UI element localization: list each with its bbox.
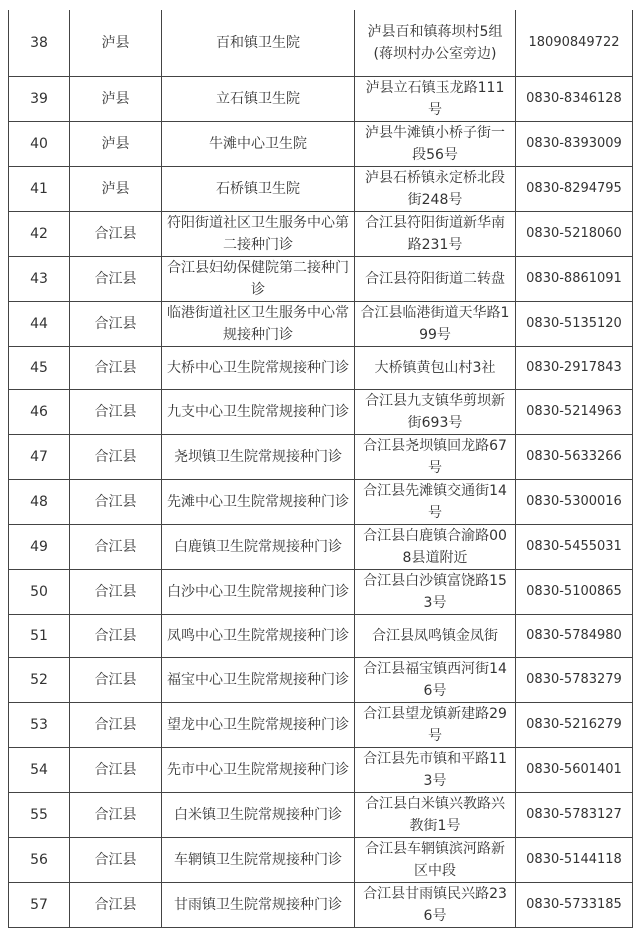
address-cell: 合江县凤鸣镇金凤街 (355, 615, 516, 658)
row-number: 45 (9, 347, 70, 390)
address-cell: 合江县临港街道天华路199号 (355, 302, 516, 347)
table-row (9, 793, 633, 838)
phone-cell: 0830-5144118 (516, 838, 633, 883)
clinic-name-cell: 先市中心卫生院常规接种门诊 (162, 748, 355, 793)
phone-cell: 0830-5135120 (516, 302, 633, 347)
vaccination-clinic-table (8, 10, 633, 928)
address-cell: 合江县符阳街道二转盘 (355, 257, 516, 302)
county-cell: 合江县 (70, 347, 162, 390)
county-cell: 泸县 (70, 167, 162, 212)
county-cell: 合江县 (70, 212, 162, 257)
clinic-name-cell: 福宝中心卫生院常规接种门诊 (162, 658, 355, 703)
phone-cell: 0830-5100865 (516, 570, 633, 615)
row-number: 41 (9, 167, 70, 212)
row-number: 54 (9, 748, 70, 793)
phone-cell: 0830-8294795 (516, 167, 633, 212)
table-row (9, 658, 633, 703)
clinic-name-cell: 合江县妇幼保健院第二接种门诊 (162, 257, 355, 302)
phone-cell: 0830-8346128 (516, 77, 633, 122)
table-row (9, 883, 633, 928)
address-cell: 泸县牛滩镇小桥子街一段56号 (355, 122, 516, 167)
clinic-name-cell: 白米镇卫生院常规接种门诊 (162, 793, 355, 838)
address-cell: 合江县符阳街道新华南路231号 (355, 212, 516, 257)
table-row (9, 347, 633, 390)
table-row (9, 122, 633, 167)
address-cell: 合江县车辋镇滨河路新区中段 (355, 838, 516, 883)
address-cell: 合江县先市镇和平路113号 (355, 748, 516, 793)
address-cell: 泸县百和镇蒋坝村5组(蒋坝村办公室旁边) (355, 10, 516, 77)
clinic-name-cell: 石桥镇卫生院 (162, 167, 355, 212)
phone-cell: 0830-2917843 (516, 347, 633, 390)
phone-cell: 0830-5300016 (516, 480, 633, 525)
row-number: 49 (9, 525, 70, 570)
phone-cell: 0830-5216279 (516, 703, 633, 748)
row-number: 48 (9, 480, 70, 525)
clinic-name-cell: 白鹿镇卫生院常规接种门诊 (162, 525, 355, 570)
county-cell: 合江县 (70, 480, 162, 525)
county-cell: 合江县 (70, 658, 162, 703)
row-number: 44 (9, 302, 70, 347)
clinic-name-cell: 白沙中心卫生院常规接种门诊 (162, 570, 355, 615)
phone-cell: 0830-5733185 (516, 883, 633, 928)
table-row (9, 480, 633, 525)
address-cell: 合江县白鹿镇合渝路008县道附近 (355, 525, 516, 570)
row-number: 57 (9, 883, 70, 928)
row-number: 43 (9, 257, 70, 302)
address-cell: 合江县尧坝镇回龙路67号 (355, 435, 516, 480)
clinic-name-cell: 凤鸣中心卫生院常规接种门诊 (162, 615, 355, 658)
county-cell: 合江县 (70, 257, 162, 302)
phone-cell: 0830-5784980 (516, 615, 633, 658)
phone-cell: 0830-8393009 (516, 122, 633, 167)
phone-cell: 0830-5783127 (516, 793, 633, 838)
county-cell: 合江县 (70, 390, 162, 435)
address-cell: 合江县先滩镇交通街14号 (355, 480, 516, 525)
clinic-name-cell: 符阳街道社区卫生服务中心第二接种门诊 (162, 212, 355, 257)
address-cell: 合江县白米镇兴教路兴教街1号 (355, 793, 516, 838)
phone-cell: 0830-5455031 (516, 525, 633, 570)
table-row (9, 10, 633, 77)
phone-cell: 0830-5783279 (516, 658, 633, 703)
table-row (9, 77, 633, 122)
table-row (9, 390, 633, 435)
county-cell: 泸县 (70, 77, 162, 122)
phone-cell: 0830-5218060 (516, 212, 633, 257)
table-row (9, 257, 633, 302)
phone-cell: 0830-5214963 (516, 390, 633, 435)
table-row (9, 435, 633, 480)
phone-cell: 18090849722 (516, 10, 633, 77)
clinic-name-cell: 临港街道社区卫生服务中心常规接种门诊 (162, 302, 355, 347)
row-number: 47 (9, 435, 70, 480)
row-number: 56 (9, 838, 70, 883)
county-cell: 合江县 (70, 615, 162, 658)
clinic-name-cell: 大桥中心卫生院常规接种门诊 (162, 347, 355, 390)
table-row (9, 302, 633, 347)
table-row (9, 748, 633, 793)
address-cell: 大桥镇黄包山村3社 (355, 347, 516, 390)
row-number: 53 (9, 703, 70, 748)
clinic-name-cell: 甘雨镇卫生院常规接种门诊 (162, 883, 355, 928)
row-number: 40 (9, 122, 70, 167)
county-cell: 合江县 (70, 570, 162, 615)
clinic-name-cell: 车辋镇卫生院常规接种门诊 (162, 838, 355, 883)
clinic-name-cell: 立石镇卫生院 (162, 77, 355, 122)
clinic-name-cell: 九支中心卫生院常规接种门诊 (162, 390, 355, 435)
address-cell: 合江县甘雨镇民兴路236号 (355, 883, 516, 928)
table-row (9, 838, 633, 883)
county-cell: 合江县 (70, 748, 162, 793)
row-number: 46 (9, 390, 70, 435)
address-cell: 合江县望龙镇新建路29号 (355, 703, 516, 748)
row-number: 51 (9, 615, 70, 658)
county-cell: 泸县 (70, 10, 162, 77)
address-cell: 合江县福宝镇西河街146号 (355, 658, 516, 703)
row-number: 55 (9, 793, 70, 838)
table-body (9, 10, 633, 928)
phone-cell: 0830-5601401 (516, 748, 633, 793)
phone-cell: 0830-5633266 (516, 435, 633, 480)
row-number: 42 (9, 212, 70, 257)
county-cell: 合江县 (70, 883, 162, 928)
address-cell: 合江县白沙镇富饶路153号 (355, 570, 516, 615)
county-cell: 合江县 (70, 525, 162, 570)
row-number: 39 (9, 77, 70, 122)
clinic-name-cell: 牛滩中心卫生院 (162, 122, 355, 167)
phone-cell: 0830-8861091 (516, 257, 633, 302)
county-cell: 合江县 (70, 793, 162, 838)
table-row (9, 703, 633, 748)
county-cell: 合江县 (70, 838, 162, 883)
county-cell: 泸县 (70, 122, 162, 167)
row-number: 38 (9, 10, 70, 77)
county-cell: 合江县 (70, 435, 162, 480)
clinic-name-cell: 尧坝镇卫生院常规接种门诊 (162, 435, 355, 480)
table-row (9, 615, 633, 658)
clinic-name-cell: 望龙中心卫生院常规接种门诊 (162, 703, 355, 748)
clinic-name-cell: 先滩中心卫生院常规接种门诊 (162, 480, 355, 525)
address-cell: 泸县立石镇玉龙路111号 (355, 77, 516, 122)
address-cell: 泸县石桥镇永定桥北段街248号 (355, 167, 516, 212)
table-row (9, 167, 633, 212)
county-cell: 合江县 (70, 703, 162, 748)
clinic-name-cell: 百和镇卫生院 (162, 10, 355, 77)
table-row (9, 212, 633, 257)
table-row (9, 525, 633, 570)
row-number: 50 (9, 570, 70, 615)
table-row (9, 570, 633, 615)
address-cell: 合江县九支镇华剪坝新街693号 (355, 390, 516, 435)
county-cell: 合江县 (70, 302, 162, 347)
row-number: 52 (9, 658, 70, 703)
